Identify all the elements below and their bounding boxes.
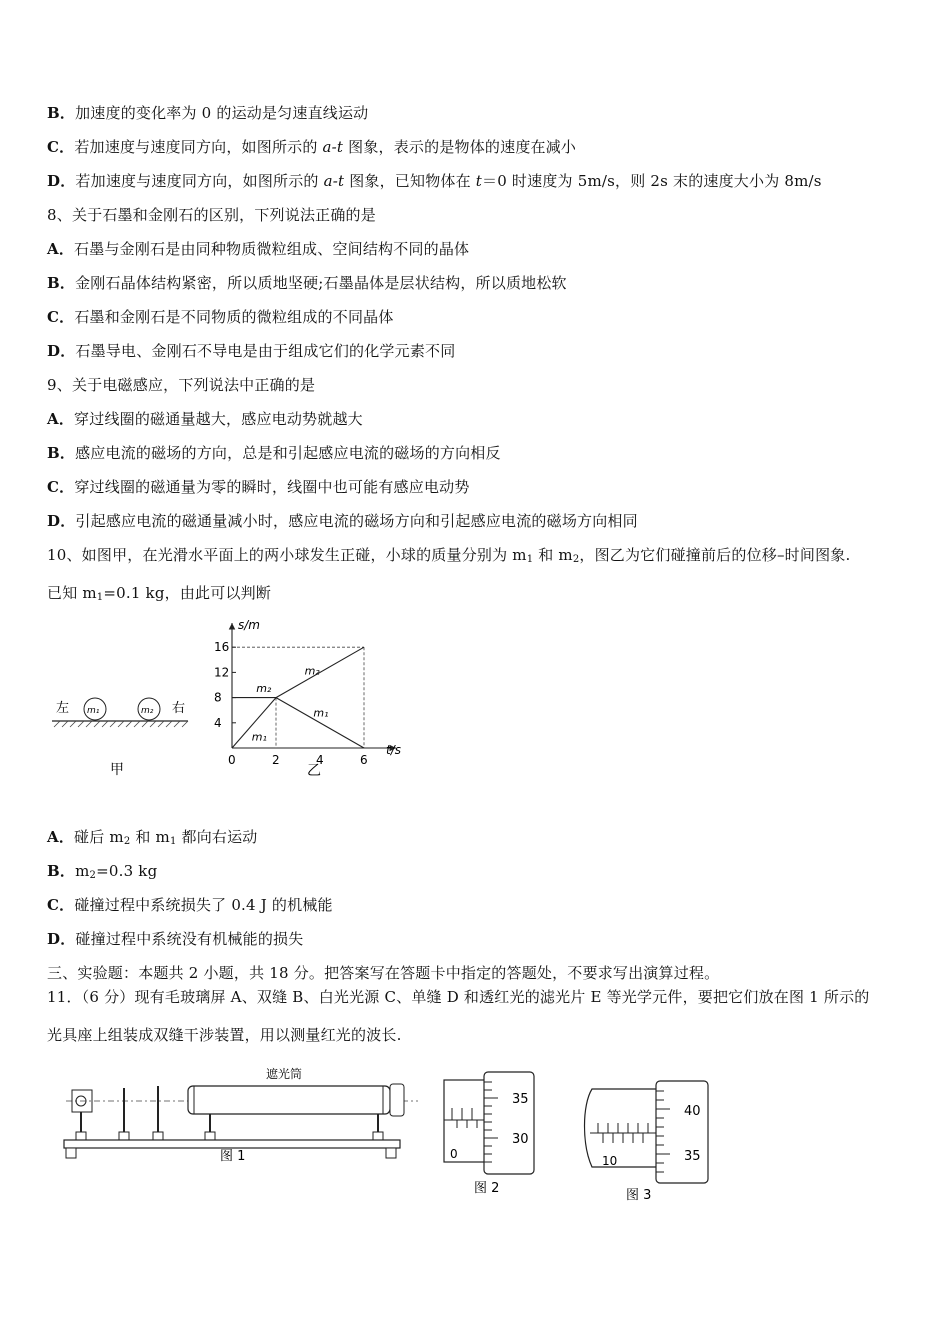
figure-3-caption: 图 3 bbox=[626, 1188, 652, 1203]
series-line-3 bbox=[276, 698, 364, 748]
q8-option-c: C．石墨和金刚石是不同物质的微粒组成的不同晶体 bbox=[47, 308, 394, 326]
q7-option-c: C．若加速度与速度同方向，如图所示的 a-t 图象，表示的是物体的速度在减小 bbox=[47, 138, 577, 156]
left-label: 左 bbox=[56, 701, 70, 716]
main-scale-zero: 0 bbox=[450, 1147, 458, 1161]
line-label: m₁ bbox=[313, 706, 329, 720]
q8-option-b: B．金刚石晶体结构紧密，所以质地坚硬;石墨晶体是层状结构，所以质地松软 bbox=[47, 274, 567, 292]
tube-label: 遮光筒 bbox=[266, 1067, 303, 1081]
bench-rail bbox=[64, 1140, 400, 1148]
q9-option-d: D．引起感应电流的磁通量减小时，感应电流的磁场方向和引起感应电流的磁场方向相同 bbox=[47, 512, 638, 530]
thimble-tick-30: 30 bbox=[512, 1132, 529, 1147]
q10-stem-line2: 已知 $m_1=0.1$ kg，由此可以判断 bbox=[47, 584, 272, 603]
line-label: m₁ bbox=[251, 730, 267, 744]
thimble-tick-35: 35 bbox=[512, 1092, 529, 1107]
figure-1-optical-bench bbox=[58, 1060, 418, 1170]
q10-stem-line1: 10、如图甲，在光滑水平面上的两小球发生正碰，小球的质量分别为 $m_1$ 和 $m_2$，图乙为它们碰撞前后的位移–时间图象. bbox=[47, 546, 851, 565]
optical-elements bbox=[119, 1086, 163, 1140]
q8-option-a: A．石墨与金刚石是由同种物质微粒组成、空间结构不同的晶体 bbox=[47, 240, 470, 258]
x-tick-label: 4 bbox=[316, 753, 324, 767]
y-tick-label: 16 bbox=[214, 640, 230, 655]
thimble-tick-35: 35 bbox=[684, 1149, 701, 1164]
x-axis-label: t/s bbox=[386, 743, 401, 757]
q9-option-a: A．穿过线圈的磁通量越大，感应电动势就越大 bbox=[47, 410, 363, 428]
figure-yi-chart bbox=[210, 615, 420, 785]
figure-yi-caption: 乙 bbox=[307, 763, 321, 779]
figure-jia-caption: 甲 bbox=[110, 762, 124, 778]
q9-stem: 9、关于电磁感应，下列说法中正确的是 bbox=[47, 376, 316, 394]
figure-jia bbox=[48, 690, 198, 780]
light-shield-tube bbox=[188, 1086, 390, 1114]
q11-line1: 11．（6 分）现有毛玻璃屏 A、双缝 B、白光光源 C、单缝 D 和透红光的滤光片 E 等光学元件，要把它们放在图 1 所示的 bbox=[47, 988, 870, 1006]
section3-heading: 三、实验题：本题共 2 小题，共 18 分。把答案写在答题卡中指定的答题处，不要求写出演算过程。 bbox=[47, 964, 720, 982]
figure-2-micrometer bbox=[440, 1068, 540, 1198]
line-label: m₂ bbox=[304, 664, 320, 678]
q11-line2: 光具座上组装成双缝干涉装置，用以测量红光的波长. bbox=[47, 1026, 402, 1044]
ground-hatch bbox=[54, 721, 188, 727]
thimble bbox=[656, 1081, 708, 1183]
right-label: 右 bbox=[172, 701, 186, 716]
main-scale-ten: 10 bbox=[602, 1154, 618, 1168]
figure-1-caption: 图 1 bbox=[220, 1149, 246, 1164]
q8-stem: 8、关于石墨和金刚石的区别，下列说法正确的是 bbox=[47, 206, 376, 224]
figure-3-micrometer bbox=[578, 1075, 718, 1205]
x-tick-label: 0 bbox=[228, 753, 236, 767]
y-tick-label: 4 bbox=[214, 715, 222, 730]
ball-m2-label: m₂ bbox=[141, 706, 154, 716]
q10-option-c: C．碰撞过程中系统损失了 0.4 J 的机械能 bbox=[47, 896, 333, 914]
series-line-2 bbox=[276, 647, 364, 697]
q7-option-b: B．加速度的变化率为 0 的运动是匀速直线运动 bbox=[47, 104, 369, 122]
q8-option-d: D．石墨导电、金刚石不导电是由于组成它们的化学元素不同 bbox=[47, 342, 456, 360]
ball-m1-label: m₁ bbox=[87, 706, 100, 716]
q9-option-c: C．穿过线圈的磁通量为零的瞬时，线圈中也可能有感应电动势 bbox=[47, 478, 470, 496]
q9-option-b: B．感应电流的磁场的方向，总是和引起感应电流的磁场的方向相反 bbox=[47, 444, 501, 462]
line-label: m₂ bbox=[256, 681, 272, 695]
y-axis-label: s/m bbox=[238, 618, 260, 632]
x-tick-label: 6 bbox=[360, 753, 368, 767]
y-tick-label: 8 bbox=[214, 690, 222, 705]
q10-option-d: D．碰撞过程中系统没有机械能的损失 bbox=[47, 930, 304, 948]
q10-option-a: A．碰后 $m_2$ 和 $m_1$ 都向右运动 bbox=[47, 828, 258, 847]
x-tick-label: 2 bbox=[272, 753, 280, 767]
thimble bbox=[484, 1072, 534, 1174]
figure-2-caption: 图 2 bbox=[474, 1181, 500, 1196]
q10-option-b: B．$m_2=0.3$ kg bbox=[47, 862, 158, 881]
thimble-tick-40: 40 bbox=[684, 1104, 701, 1119]
y-tick-label: 12 bbox=[214, 665, 230, 680]
q7-option-d: D．若加速度与速度同方向，如图所示的 a-t 图象，已知物体在 t＝0 时速度为 5m/s，则 2s 末的速度大小为 8m/s bbox=[47, 172, 822, 190]
